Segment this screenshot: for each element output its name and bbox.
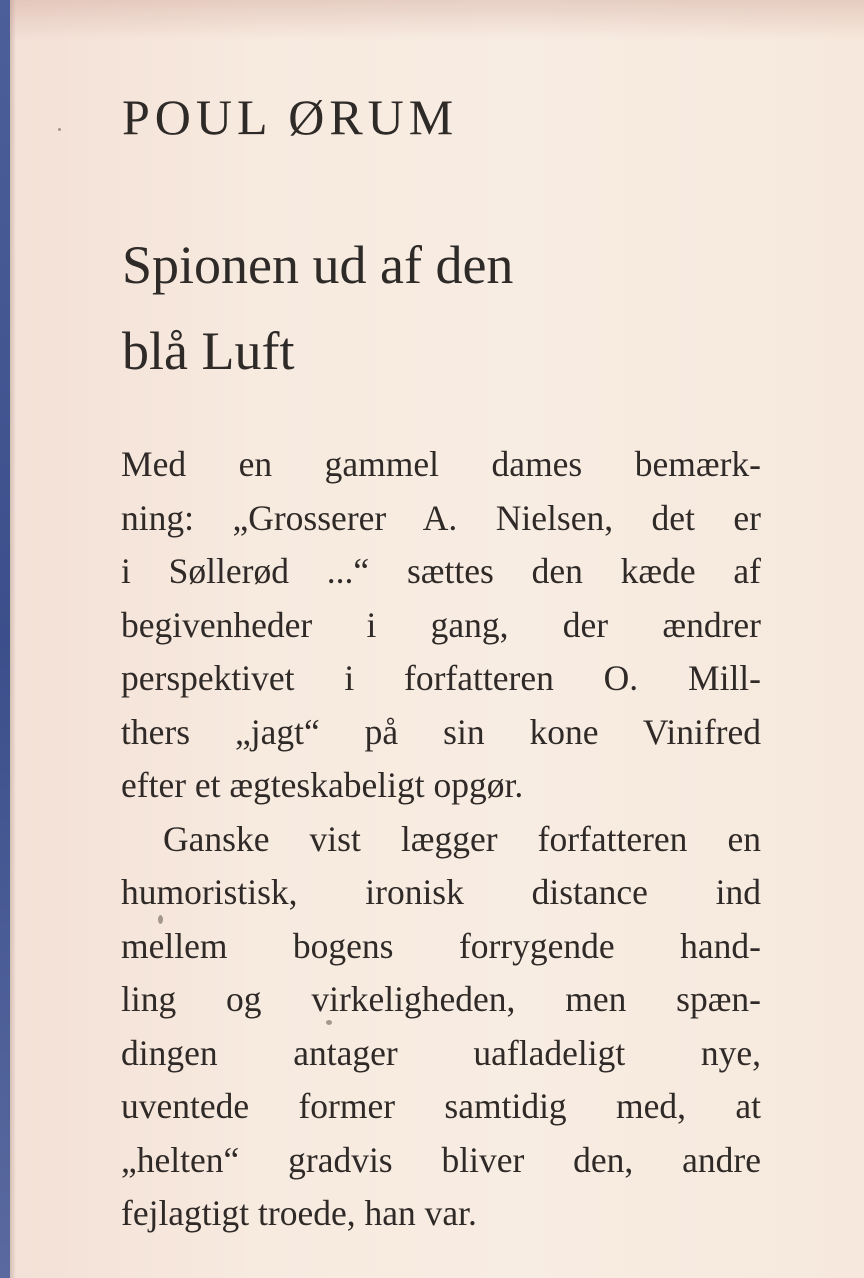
text-line: humoristisk, ironisk distance ind — [121, 872, 761, 912]
top-edge-discoloration — [10, 0, 864, 40]
fold-shadow — [10, 0, 16, 1278]
book-title — [122, 222, 513, 394]
blurb-paragraph-2 — [121, 813, 761, 1241]
text-line: ling og virkeligheden, men spæn- — [121, 979, 761, 1019]
text-line: dingen antager uafladeligt nye, — [121, 1032, 761, 1073]
text-line: Ganske vist lægger forfatteren en — [163, 818, 761, 859]
paper-speck — [158, 915, 163, 924]
blue-spine-edge — [0, 0, 10, 1278]
text-line: „helten“ gradvis bliver den, andre — [121, 1139, 761, 1180]
text-line: perspektivet i forfatteren O. Mill- — [121, 658, 761, 698]
text-line: i Søllerød ...“ sættes den kæde af — [121, 551, 761, 591]
text-line: thers „jagt“ på sin kone Vinifred — [121, 711, 761, 752]
paper-speck — [326, 1020, 332, 1025]
text-line: uventede former samtidig med, at — [121, 1086, 761, 1126]
paper-speck — [58, 128, 61, 131]
title-line-2: blå Luft — [122, 321, 295, 381]
text-line: begivenheder i gang, der ændrer — [121, 604, 761, 645]
text-line: fejlagtigt troede, han var. — [121, 1193, 477, 1233]
blurb-paragraph-1 — [121, 438, 761, 813]
text-line: ning: „Grosserer A. Nielsen, det er — [121, 497, 761, 538]
author-name: POUL ØRUM — [122, 89, 459, 145]
text-line: mellem bogens forrygende hand- — [121, 925, 761, 966]
text-line: Med en gammel dames bemærk- — [121, 444, 761, 484]
blurb-text — [121, 438, 761, 1241]
title-line-1: Spionen ud af den — [122, 235, 514, 295]
text-line: efter et ægteskabeligt opgør. — [121, 765, 524, 805]
